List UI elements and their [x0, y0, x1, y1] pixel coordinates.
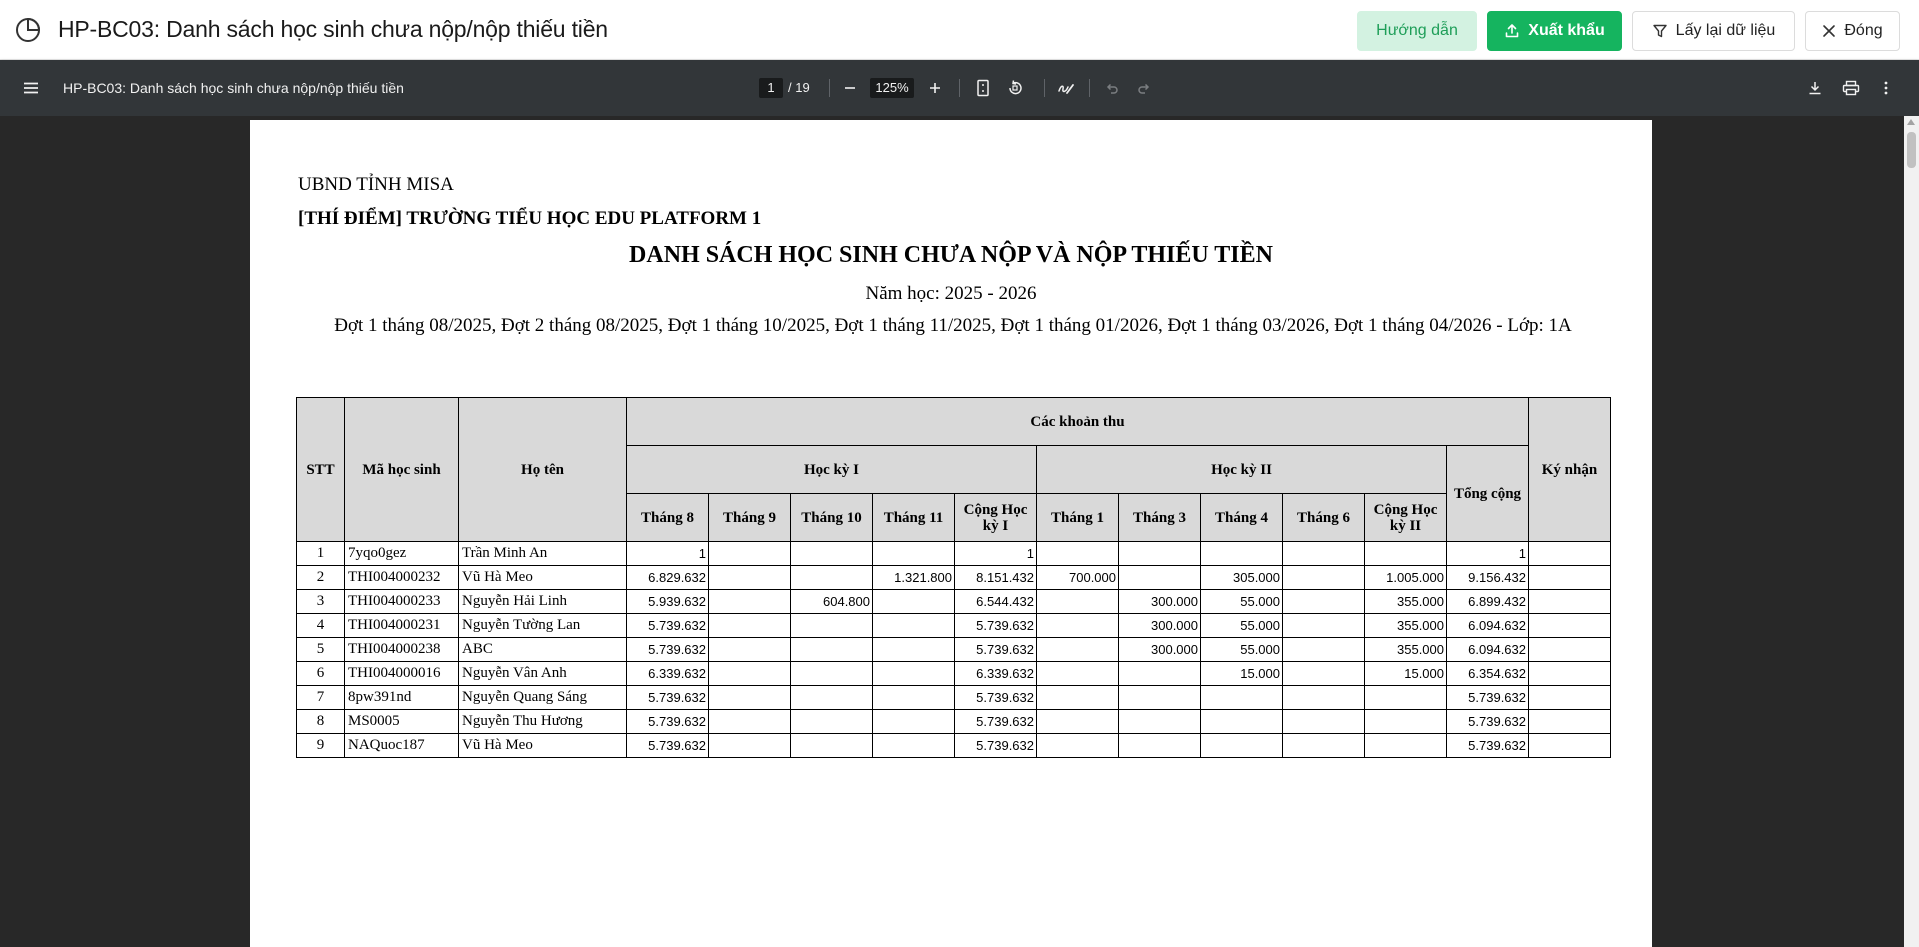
- cell-t11: [873, 590, 955, 614]
- cell-t9: [709, 734, 791, 758]
- cell-t11: [873, 614, 955, 638]
- table-row: [297, 590, 1611, 614]
- cell-s2: 355.000: [1365, 638, 1447, 662]
- page-number-input[interactable]: 1: [759, 78, 783, 98]
- cell-t9: [709, 590, 791, 614]
- cell-t4: [1201, 710, 1283, 734]
- header-fees: Các khoản thu: [627, 398, 1529, 446]
- header-month: Tháng 4: [1201, 494, 1283, 542]
- close-button-label: Đóng: [1844, 22, 1883, 39]
- cell-t4: 55.000: [1201, 638, 1283, 662]
- cell-t3: [1119, 734, 1201, 758]
- cell-t4: 305.000: [1201, 566, 1283, 590]
- header-semester-1: Học kỳ I: [627, 446, 1037, 494]
- cell-t11: [873, 542, 955, 566]
- cell-stt: 2: [297, 566, 345, 590]
- scroll-up-arrow-icon[interactable]: [1907, 119, 1915, 125]
- cell-t8: 5.939.632: [627, 590, 709, 614]
- header-month: Tháng 10: [791, 494, 873, 542]
- cell-s2: [1365, 542, 1447, 566]
- cell-s2: 355.000: [1365, 590, 1447, 614]
- cell-t3: [1119, 542, 1201, 566]
- header-full-name: Họ tên: [459, 398, 627, 542]
- cell-sign: [1529, 710, 1611, 734]
- scrollbar-thumb[interactable]: [1907, 132, 1916, 168]
- header-semester-1-subtotal: Cộng Học kỳ I: [955, 494, 1037, 542]
- cell-total: 5.739.632: [1447, 734, 1529, 758]
- cell-t10: [791, 686, 873, 710]
- cell-s1: 1: [955, 542, 1037, 566]
- cell-s1: 6.544.432: [955, 590, 1037, 614]
- header-total: Tổng cộng: [1447, 446, 1529, 542]
- cell-total: 6.094.632: [1447, 614, 1529, 638]
- cell-s2: 15.000: [1365, 662, 1447, 686]
- header-stt: STT: [297, 398, 345, 542]
- cell-name: Nguyễn Vân Anh: [459, 662, 627, 686]
- toolbar-divider: [959, 79, 960, 97]
- cell-t4: [1201, 542, 1283, 566]
- cell-stt: 3: [297, 590, 345, 614]
- cell-t10: [791, 614, 873, 638]
- table-row: [297, 734, 1611, 758]
- table-row: [297, 638, 1611, 662]
- cell-t9: [709, 566, 791, 590]
- cell-t11: [873, 734, 955, 758]
- cell-code: THI004000238: [345, 638, 459, 662]
- cell-t10: [791, 566, 873, 590]
- cell-stt: 6: [297, 662, 345, 686]
- export-icon: [1504, 23, 1520, 39]
- redo-button[interactable]: [1132, 76, 1156, 100]
- cell-s2: [1365, 734, 1447, 758]
- cell-s2: 355.000: [1365, 614, 1447, 638]
- cell-t6: [1283, 662, 1365, 686]
- cell-t9: [709, 662, 791, 686]
- cell-t10: [791, 734, 873, 758]
- cell-t4: 55.000: [1201, 614, 1283, 638]
- cell-name: Nguyễn Quang Sáng: [459, 686, 627, 710]
- table-row: [297, 710, 1611, 734]
- cell-t1: [1037, 590, 1119, 614]
- header-student-code: Mã học sinh: [345, 398, 459, 542]
- header-semester-2-subtotal: Cộng Học kỳ II: [1365, 494, 1447, 542]
- cell-t9: [709, 614, 791, 638]
- header-month: Tháng 3: [1119, 494, 1201, 542]
- cell-sign: [1529, 638, 1611, 662]
- cell-t9: [709, 710, 791, 734]
- cell-t1: [1037, 542, 1119, 566]
- vertical-scrollbar[interactable]: [1904, 116, 1919, 947]
- cell-name: Trần Minh An: [459, 542, 627, 566]
- reload-data-button[interactable]: [1632, 11, 1795, 51]
- cell-stt: 1: [297, 542, 345, 566]
- cell-t11: 1.321.800: [873, 566, 955, 590]
- cell-code: 7yqo0gez: [345, 542, 459, 566]
- cell-s1: 5.739.632: [955, 614, 1037, 638]
- cell-t1: [1037, 734, 1119, 758]
- cell-t6: [1283, 686, 1365, 710]
- cell-total: 6.899.432: [1447, 590, 1529, 614]
- more-vertical-icon: [1883, 80, 1889, 96]
- guide-button[interactable]: [1357, 11, 1477, 51]
- header-signature: Ký nhận: [1529, 398, 1611, 542]
- plus-icon: [928, 81, 942, 95]
- cell-s1: 5.739.632: [955, 734, 1037, 758]
- cell-sign: [1529, 590, 1611, 614]
- cell-t6: [1283, 614, 1365, 638]
- report-title: DANH SÁCH HỌC SINH CHƯA NỘP VÀ NỘP THIẾU TIỀN: [629, 242, 1273, 268]
- cell-code: 8pw391nd: [345, 686, 459, 710]
- cell-code: NAQuoc187: [345, 734, 459, 758]
- download-button[interactable]: [1803, 76, 1827, 100]
- page-total: / 19: [788, 80, 810, 95]
- print-icon: [1842, 80, 1860, 96]
- close-button[interactable]: [1805, 11, 1900, 51]
- cell-t3: [1119, 686, 1201, 710]
- cell-t1: [1037, 662, 1119, 686]
- more-options-button[interactable]: [1874, 76, 1898, 100]
- cell-code: THI004000232: [345, 566, 459, 590]
- cell-t1: [1037, 686, 1119, 710]
- cell-sign: [1529, 542, 1611, 566]
- cell-t6: [1283, 542, 1365, 566]
- cell-code: THI004000231: [345, 614, 459, 638]
- pdf-viewer[interactable]: [0, 116, 1919, 947]
- table-row: [297, 662, 1611, 686]
- cell-t1: [1037, 614, 1119, 638]
- header-month: Tháng 8: [627, 494, 709, 542]
- cell-t3: 300.000: [1119, 638, 1201, 662]
- export-button[interactable]: [1487, 11, 1622, 51]
- cell-t3: [1119, 710, 1201, 734]
- cell-total: 1: [1447, 542, 1529, 566]
- table-row: [297, 614, 1611, 638]
- cell-sign: [1529, 686, 1611, 710]
- app-header: [0, 0, 1919, 60]
- cell-t9: [709, 542, 791, 566]
- rotate-button[interactable]: [1003, 76, 1027, 100]
- report-table-body: [297, 542, 1611, 758]
- cell-t3: [1119, 566, 1201, 590]
- cell-sign: [1529, 734, 1611, 758]
- cell-t4: [1201, 686, 1283, 710]
- zoom-level-input[interactable]: 125%: [870, 78, 914, 98]
- cell-s1: 6.339.632: [955, 662, 1037, 686]
- report-school: [THÍ ĐIỂM] TRƯỜNG TIỂU HỌC EDU PLATFORM 1: [298, 208, 762, 229]
- header-month: Tháng 6: [1283, 494, 1365, 542]
- cell-s2: 1.005.000: [1365, 566, 1447, 590]
- report-periods: Đợt 1 tháng 08/2025, Đợt 2 tháng 08/2025, Đợt 1 tháng 10/2025, Đợt 1 tháng 11/2025, Đợt 1 tháng 01/2026, Đợt 1 tháng 03/2026, Đợt 1 tháng 04/2026 - Lớp: 1A: [334, 315, 1572, 336]
- cell-t8: 5.739.632: [627, 686, 709, 710]
- reload-data-button-label: Lấy lại dữ liệu: [1675, 22, 1776, 39]
- page-title: HP-BC03: Danh sách học sinh chưa nộp/nộp thiếu tiền: [58, 16, 608, 42]
- cell-t10: 604.800: [791, 590, 873, 614]
- cell-name: Nguyễn Thu Hương: [459, 710, 627, 734]
- cell-s1: 5.739.632: [955, 638, 1037, 662]
- cell-code: THI004000233: [345, 590, 459, 614]
- cell-stt: 7: [297, 686, 345, 710]
- print-button[interactable]: [1839, 76, 1863, 100]
- toolbar-divider: [1044, 79, 1045, 97]
- fit-page-icon: [975, 79, 991, 97]
- menu-icon[interactable]: [20, 78, 42, 98]
- cell-t6: [1283, 638, 1365, 662]
- download-icon: [1807, 80, 1823, 96]
- cell-t8: 6.829.632: [627, 566, 709, 590]
- guide-button-label: Hướng dẫn: [1376, 22, 1458, 39]
- cell-t1: [1037, 638, 1119, 662]
- cell-stt: 8: [297, 710, 345, 734]
- pie-chart-icon: [14, 16, 42, 44]
- table-row: [297, 686, 1611, 710]
- cell-t10: [791, 542, 873, 566]
- cell-stt: 9: [297, 734, 345, 758]
- cell-code: MS0005: [345, 710, 459, 734]
- cell-t6: [1283, 590, 1365, 614]
- cell-t1: [1037, 710, 1119, 734]
- report-school-year: Năm học: 2025 - 2026: [865, 283, 1037, 304]
- cell-t6: [1283, 566, 1365, 590]
- annotate-button[interactable]: [1054, 76, 1078, 100]
- report-organization: UBND TỈNH MISA: [298, 174, 454, 195]
- table-row: [297, 542, 1611, 566]
- cell-t8: 5.739.632: [627, 734, 709, 758]
- cell-s2: [1365, 686, 1447, 710]
- table-row: [297, 566, 1611, 590]
- cell-name: Nguyễn Hải Linh: [459, 590, 627, 614]
- cell-t6: [1283, 710, 1365, 734]
- redo-icon: [1136, 80, 1152, 96]
- cell-total: 5.739.632: [1447, 686, 1529, 710]
- cell-t4: [1201, 734, 1283, 758]
- draw-icon: [1057, 79, 1075, 97]
- pdf-page: [250, 120, 1652, 947]
- cell-total: 6.354.632: [1447, 662, 1529, 686]
- cell-t8: 1: [627, 542, 709, 566]
- cell-t3: [1119, 662, 1201, 686]
- cell-name: Nguyễn Tường Lan: [459, 614, 627, 638]
- cell-t1: 700.000: [1037, 566, 1119, 590]
- cell-t10: [791, 662, 873, 686]
- cell-t11: [873, 662, 955, 686]
- cell-t8: 5.739.632: [627, 710, 709, 734]
- close-icon: [1822, 24, 1836, 38]
- cell-total: 6.094.632: [1447, 638, 1529, 662]
- cell-code: THI004000016: [345, 662, 459, 686]
- cell-stt: 4: [297, 614, 345, 638]
- undo-button[interactable]: [1100, 76, 1124, 100]
- cell-t8: 5.739.632: [627, 614, 709, 638]
- header-month: Tháng 9: [709, 494, 791, 542]
- cell-sign: [1529, 662, 1611, 686]
- cell-sign: [1529, 614, 1611, 638]
- toolbar-divider: [829, 79, 830, 97]
- cell-s2: [1365, 710, 1447, 734]
- cell-total: 5.739.632: [1447, 710, 1529, 734]
- cell-t4: 55.000: [1201, 590, 1283, 614]
- cell-name: ABC: [459, 638, 627, 662]
- cell-t11: [873, 638, 955, 662]
- cell-total: 9.156.432: [1447, 566, 1529, 590]
- pdf-toolbar: [0, 60, 1919, 116]
- cell-name: Vũ Hà Meo: [459, 734, 627, 758]
- cell-s1: 5.739.632: [955, 686, 1037, 710]
- cell-t4: 15.000: [1201, 662, 1283, 686]
- cell-s1: 8.151.432: [955, 566, 1037, 590]
- cell-t10: [791, 710, 873, 734]
- header-month: Tháng 1: [1037, 494, 1119, 542]
- cell-t11: [873, 710, 955, 734]
- filter-icon: [1652, 23, 1668, 39]
- cell-name: Vũ Hà Meo: [459, 566, 627, 590]
- cell-t9: [709, 638, 791, 662]
- toolbar-divider: [1089, 79, 1090, 97]
- cell-t3: 300.000: [1119, 590, 1201, 614]
- rotate-icon: [1006, 79, 1024, 97]
- cell-t11: [873, 686, 955, 710]
- cell-t10: [791, 638, 873, 662]
- zoom-out-button[interactable]: [838, 76, 862, 100]
- cell-t8: 5.739.632: [627, 638, 709, 662]
- export-button-label: Xuất khẩu: [1528, 22, 1605, 39]
- cell-t3: 300.000: [1119, 614, 1201, 638]
- cell-t8: 6.339.632: [627, 662, 709, 686]
- undo-icon: [1104, 80, 1120, 96]
- fit-page-button[interactable]: [971, 76, 995, 100]
- header-semester-2: Học kỳ II: [1037, 446, 1447, 494]
- cell-stt: 5: [297, 638, 345, 662]
- cell-s1: 5.739.632: [955, 710, 1037, 734]
- report-table: [296, 397, 1611, 758]
- zoom-in-button[interactable]: [923, 76, 947, 100]
- minus-icon: [843, 81, 857, 95]
- cell-t9: [709, 686, 791, 710]
- header-month: Tháng 11: [873, 494, 955, 542]
- cell-sign: [1529, 566, 1611, 590]
- cell-t6: [1283, 734, 1365, 758]
- pdf-document-title: HP-BC03: Danh sách học sinh chưa nộp/nộp thiếu tiền: [63, 80, 404, 96]
